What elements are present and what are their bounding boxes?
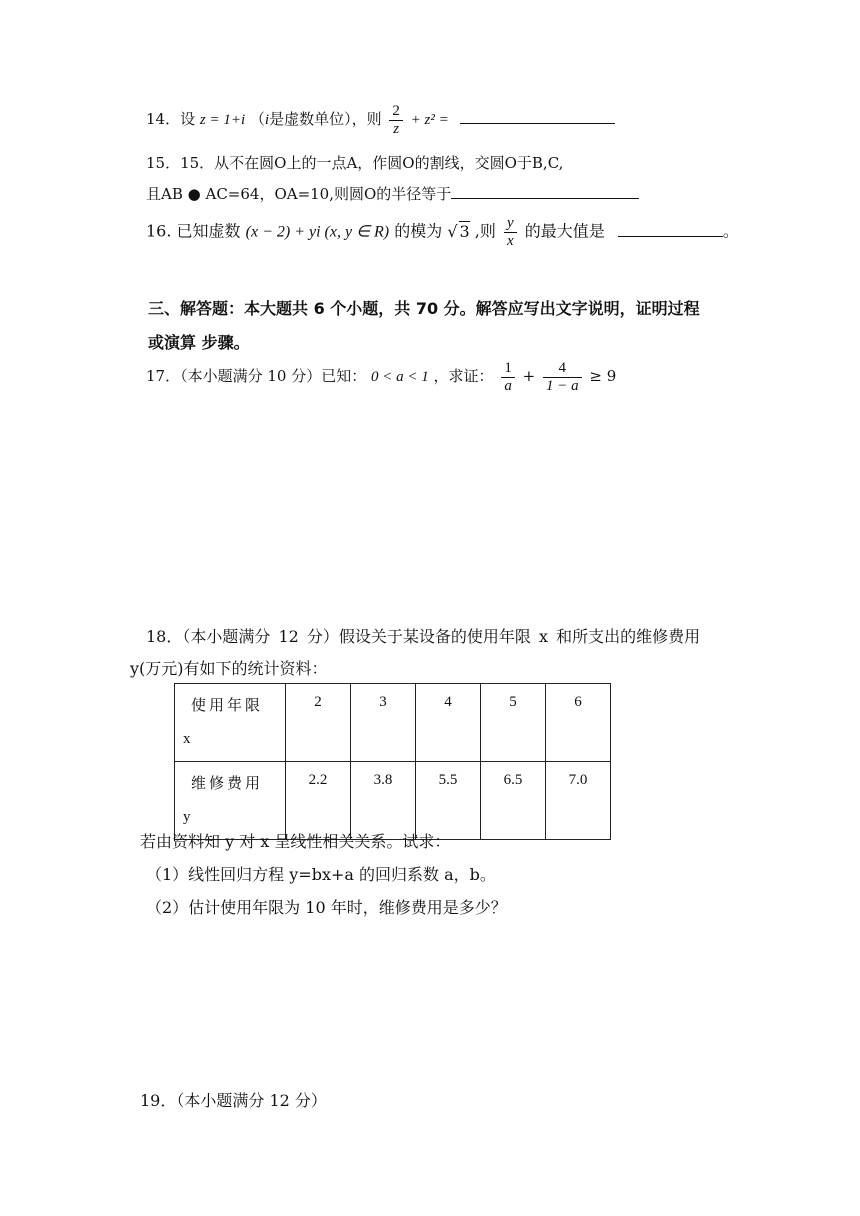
table-row-1-header bbox=[175, 684, 286, 762]
q16-fraction-denominator: x bbox=[504, 232, 517, 250]
q16-fraction-numerator: y bbox=[506, 215, 514, 231]
table-row-2-variable: y bbox=[183, 809, 191, 825]
q14-paren-open: （ bbox=[249, 110, 265, 128]
table-cell: 7.0 bbox=[546, 762, 611, 840]
q14-prefix: 14．设 bbox=[146, 110, 196, 128]
q15-line2-text: 且AB ● AC=64，OA=10,则圆O的半径等于 bbox=[146, 185, 452, 203]
q16-sqrt-value: 3 bbox=[459, 221, 470, 241]
q16-suffix: 的最大值是 bbox=[524, 221, 605, 241]
q18-line1: 18．（本小题满分 12 分）假设关于某设备的使用年限 x 和所支出的维修费用 bbox=[146, 627, 701, 646]
q17-fraction-2-denominator: 1 − a bbox=[543, 377, 582, 395]
q14-fraction-denominator: z bbox=[389, 120, 403, 138]
table-cell: 6 bbox=[546, 684, 611, 762]
q19-heading: 19．（本小题满分 12 分） bbox=[140, 1091, 327, 1110]
question-15-line2 bbox=[146, 183, 639, 204]
q14-z-definition: z = 1+i bbox=[199, 112, 246, 128]
table-cell: 6.5 bbox=[481, 762, 546, 840]
q14-i-variable: i bbox=[264, 112, 270, 128]
q17-plus: + bbox=[522, 367, 536, 385]
q15-answer-blank[interactable] bbox=[451, 197, 639, 199]
table-row-2-header bbox=[175, 762, 286, 840]
question-17 bbox=[146, 360, 616, 394]
q17-fraction-1 bbox=[501, 360, 515, 394]
q14-fraction bbox=[389, 103, 403, 137]
section-3-line2: 或演算 步骤。 bbox=[148, 333, 250, 352]
q16-prefix: 16. 已知虚数 bbox=[146, 221, 241, 241]
q17-fraction-2 bbox=[543, 360, 582, 394]
q14-answer-blank[interactable] bbox=[460, 122, 615, 124]
q16-end: 。 bbox=[722, 221, 739, 241]
q16-answer-blank[interactable] bbox=[618, 235, 723, 237]
table-cell: 3 bbox=[351, 684, 416, 762]
q17-fraction-1-numerator: 1 bbox=[504, 360, 512, 376]
q16-fraction bbox=[504, 215, 517, 249]
table-cell: 5 bbox=[481, 684, 546, 762]
q18-part-1: （1）线性回归方程 y=bx+a 的回归系数 a，b。 bbox=[146, 865, 496, 884]
table-cell: 5.5 bbox=[416, 762, 481, 840]
table-row-1-label: 使用年限 bbox=[191, 698, 264, 714]
q14-paren-rest: 是虚数单位），则 bbox=[269, 110, 382, 128]
q17-text: 17．（本小题满分 10 分）已知： bbox=[146, 367, 367, 385]
table-row-1-variable: x bbox=[183, 731, 191, 747]
table-cell: 2.2 bbox=[286, 762, 351, 840]
q14-fraction-numerator: 2 bbox=[392, 103, 400, 119]
table-cell: 2 bbox=[286, 684, 351, 762]
q18-part-2: （2）估计使用年限为 10 年时，维修费用是多少？ bbox=[146, 898, 507, 917]
q16-then: ,则 bbox=[474, 221, 496, 241]
q17-condition: 0 < a < 1 bbox=[371, 369, 429, 385]
q17-fraction-1-denominator: a bbox=[501, 377, 515, 395]
table-row bbox=[175, 762, 611, 840]
q16-mid: 的模为 bbox=[394, 221, 443, 241]
table-cell: 3.8 bbox=[351, 762, 416, 840]
q16-expression: (x − 2) + yi (x, y ∈ R) bbox=[245, 223, 390, 241]
table-cell: 4 bbox=[416, 684, 481, 762]
section-3-line1: 三、解答题：本大题共 6 个小题，共 70 分。解答应写出文字说明，证明过程 bbox=[148, 299, 700, 318]
question-16 bbox=[146, 215, 739, 249]
q14-tail: + z² = bbox=[410, 112, 449, 128]
table-row bbox=[175, 684, 611, 762]
q18-after-text: 若由资料知 y 对 x 呈线性相关关系。试求： bbox=[140, 832, 451, 851]
statistics-table bbox=[174, 683, 611, 840]
q17-mid: ，求证： bbox=[433, 367, 494, 385]
q18-line2: y(万元)有如下的统计资料： bbox=[130, 659, 328, 678]
question-14 bbox=[146, 103, 615, 137]
q17-fraction-2-numerator: 4 bbox=[558, 360, 567, 376]
table-row-2-label: 维修费用 bbox=[191, 776, 264, 792]
q16-sqrt: √ 3 bbox=[447, 221, 470, 241]
q15-line1: 15．15．从不在圆O上的一点A，作圆O的割线，交圆O于B,C, bbox=[146, 154, 564, 172]
q17-inequality: ≥ 9 bbox=[589, 367, 617, 385]
